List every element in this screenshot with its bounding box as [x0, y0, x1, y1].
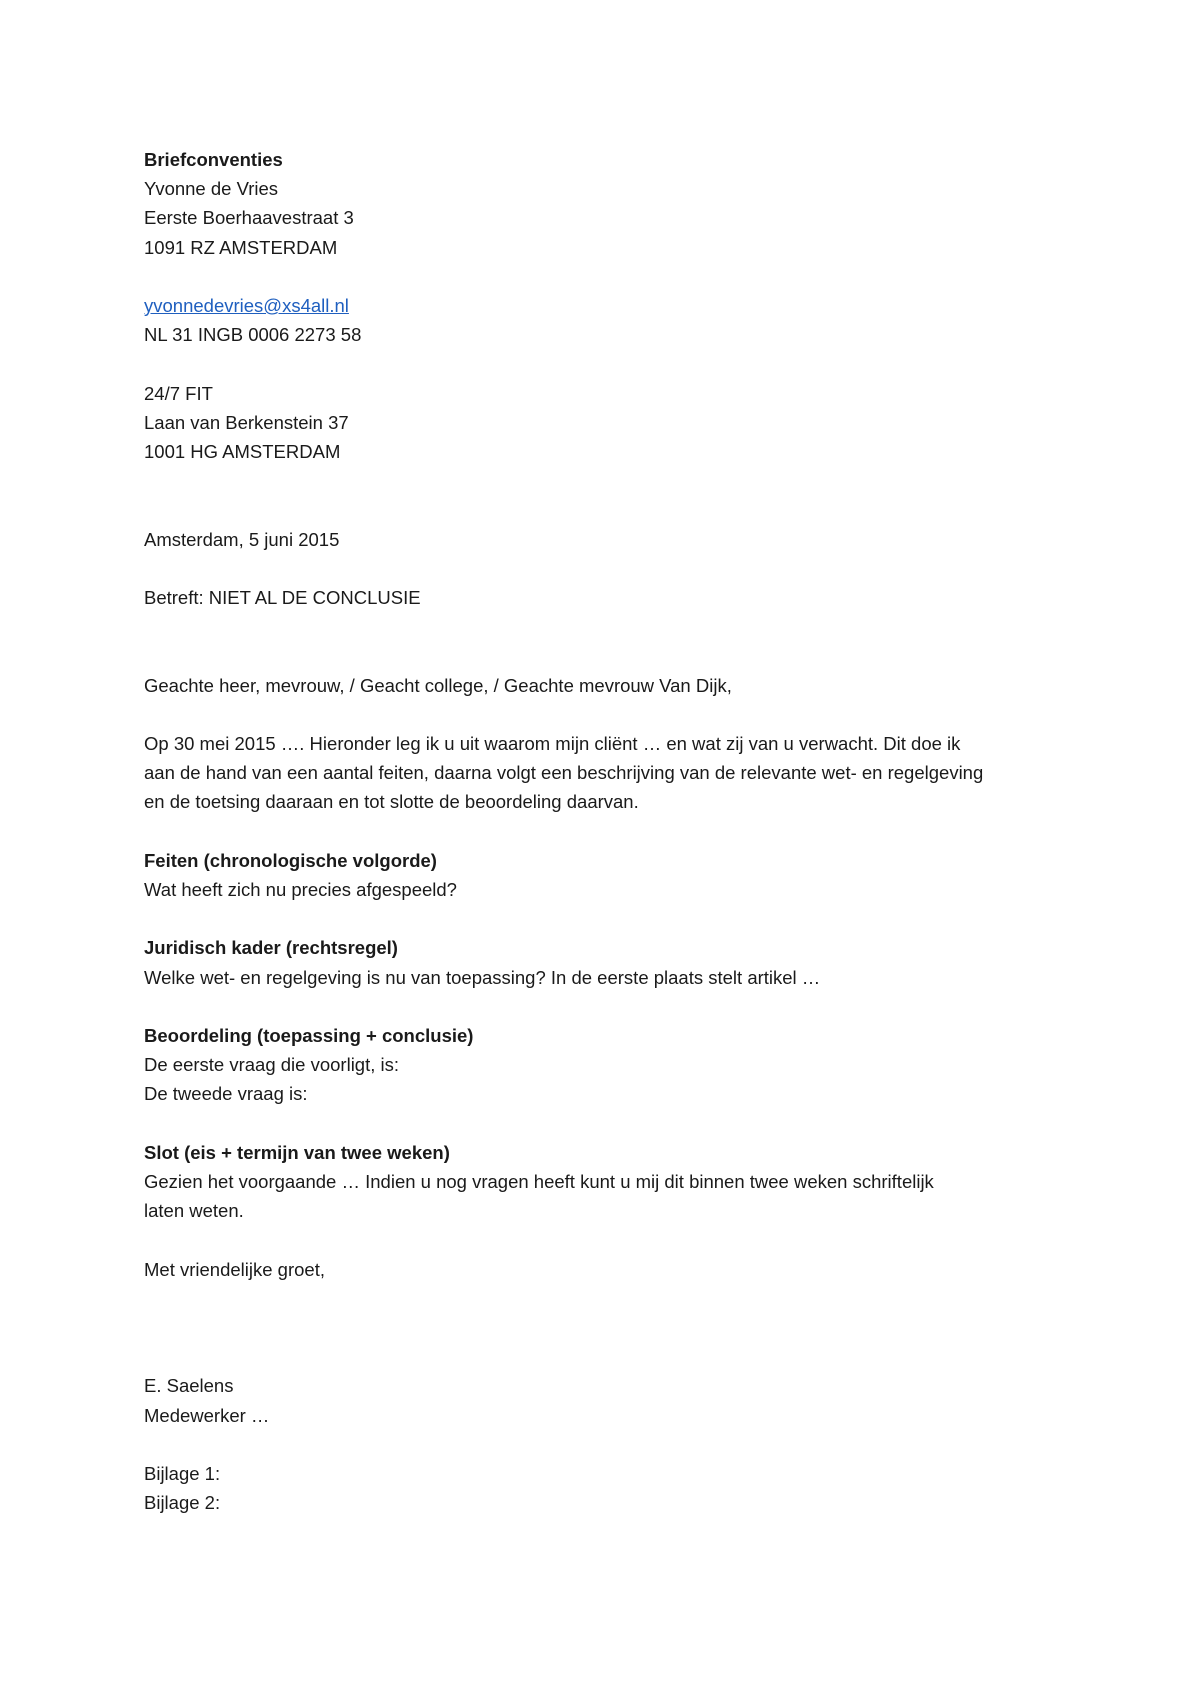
- sender-street: Eerste Boerhaavestraat 3: [144, 207, 354, 229]
- attachment-item: Bijlage 2:: [144, 1492, 221, 1514]
- signature-role: Medewerker …: [144, 1404, 270, 1426]
- attachment-item: Bijlage 1:: [144, 1462, 221, 1484]
- section-text-closing-1: Gezien het voorgaande … Indien u nog vragen heeft kunt u mij dit binnen twee weken schriftelijk: [144, 1170, 934, 1192]
- recipient-city: 1001 HG AMSTERDAM: [144, 441, 341, 462]
- sender-iban: NL 31 INGB 0006 2273 58: [144, 324, 362, 346]
- section-text-legal: Welke wet- en regelgeving is nu van toepassing? In de eerste plaats stelt artikel …: [144, 966, 821, 988]
- attachments-list: [144, 1459, 1074, 1517]
- recipient-block: [144, 379, 1074, 467]
- sender-name: Yvonne de Vries: [144, 178, 279, 200]
- section-title-assessment: Beoordeling (toepassing + conclusie): [144, 1024, 474, 1046]
- salutation: Geachte heer, mevrouw, / Geacht college, / Geachte mevrouw Van Dijk,: [144, 674, 732, 696]
- section-closing: [144, 1138, 1074, 1226]
- date-line: Amsterdam, 5 juni 2015: [144, 528, 340, 550]
- section-title-legal: Juridisch kader (rechtsregel): [144, 937, 398, 959]
- signature-block: [144, 1371, 1074, 1429]
- section-facts: [144, 846, 1074, 904]
- sender-email-line: [144, 291, 1074, 320]
- section-text-closing-2: laten weten.: [144, 1200, 244, 1222]
- recipient-name: 24/7 FIT: [144, 382, 213, 404]
- section-text-assessment-2: De tweede vraag is:: [144, 1083, 308, 1105]
- subject-line: Betreft: NIET AL DE CONCLUSIE: [144, 586, 421, 608]
- section-title-closing: Slot (eis + termijn van twee weken): [144, 1141, 450, 1163]
- signature-space: [144, 1284, 1074, 1372]
- sender-city: 1091 RZ AMSTERDAM: [144, 236, 338, 258]
- signature-name: E. Saelens: [144, 1375, 234, 1397]
- intro-paragraph: [144, 729, 1074, 817]
- section-text-assessment-1: De eerste vraag die voorligt, is:: [144, 1054, 400, 1076]
- section-text-facts: Wat heeft zich nu precies afgespeeld?: [144, 878, 457, 900]
- intro-line: Op 30 mei 2015 …. Hieronder leg ik u uit waarom mijn cliënt … en wat zij van u verwacht. Dit doe ik: [144, 732, 961, 754]
- section-assessment: [144, 1021, 1074, 1109]
- letter-body: [144, 145, 1074, 1517]
- document-heading: Briefconventies: [144, 149, 283, 170]
- sender-email-link[interactable]: yvonnedevries@xs4all.nl: [144, 295, 349, 316]
- section-legal: [144, 933, 1074, 991]
- section-title-facts: Feiten (chronologische volgorde): [144, 849, 437, 871]
- intro-line: aan de hand van een aantal feiten, daarna volgt een beschrijving van de relevante wet- en regelgeving: [144, 762, 984, 784]
- recipient-street: Laan van Berkenstein 37: [144, 411, 349, 433]
- sender-block: [144, 174, 1074, 262]
- intro-line: en de toetsing daaraan en tot slotte de beoordeling daarvan.: [144, 791, 639, 813]
- closing-greeting: Met vriendelijke groet,: [144, 1258, 325, 1280]
